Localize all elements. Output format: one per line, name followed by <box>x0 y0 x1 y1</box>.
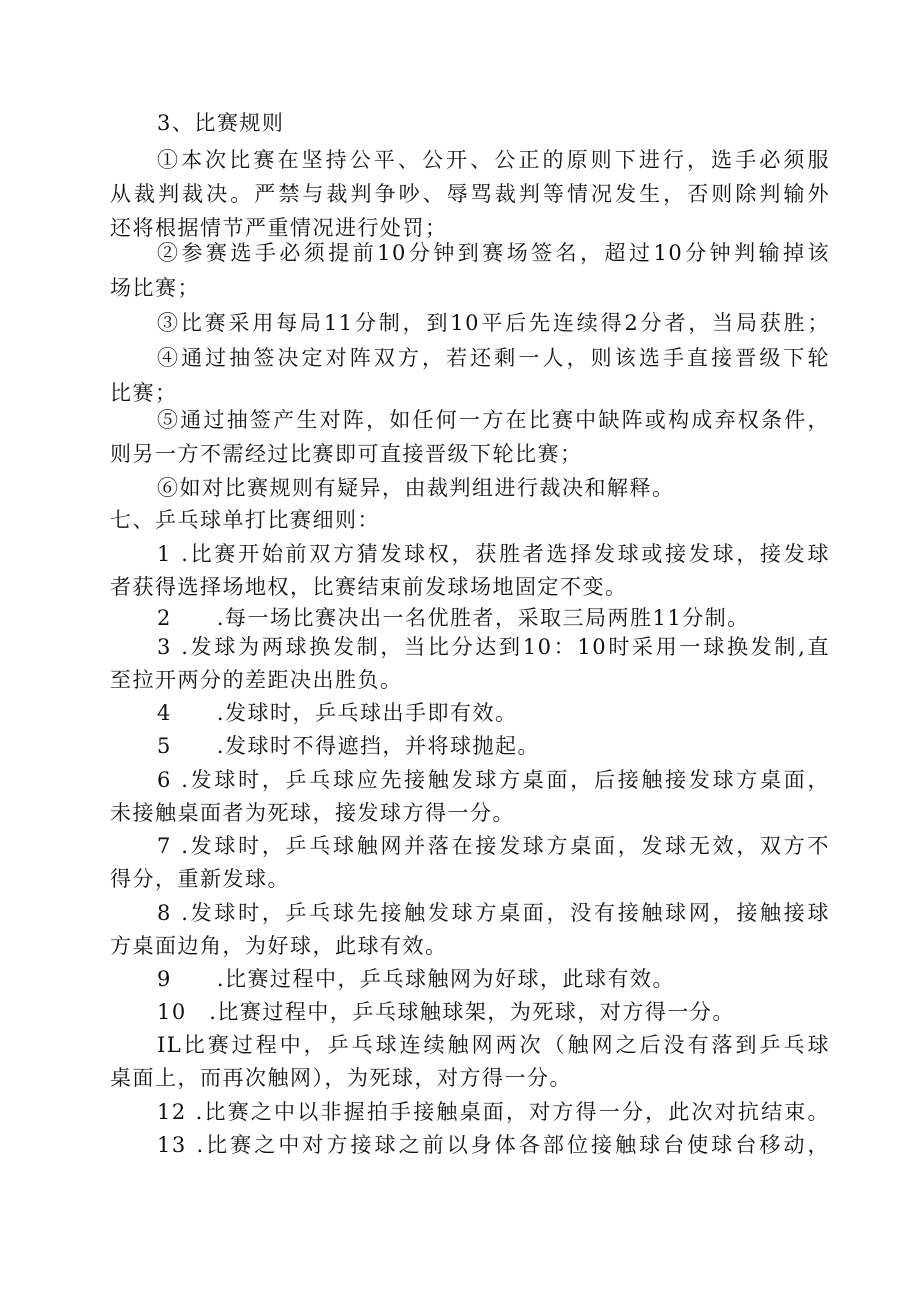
paragraph-line: 5 .发球时不得遮挡，并将球抛起。 <box>157 734 541 758</box>
paragraph-line: 7 .发球时，乒乓球触网并落在接发球方桌面，发球无效，双方不 <box>157 834 830 858</box>
paragraph-line: 得分，重新发球。 <box>110 867 290 891</box>
paragraph-line: 桌面上，而再次触网），为死球，对方得一分。 <box>110 1066 572 1090</box>
paragraph-line: ④通过抽签决定对阵双方，若还剩一人，则该选手直接晋级下轮 <box>157 346 830 370</box>
paragraph-line: 场比赛； <box>110 276 200 300</box>
paragraph-line: 4 .发球时，乒乓球出手即有效。 <box>157 701 518 725</box>
paragraph-line: 至拉开两分的差距决出胜负。 <box>110 668 403 692</box>
paragraph-line: 3、比赛规则 <box>157 111 285 135</box>
paragraph-line: 1 .比赛开始前双方猜发球权，获胜者选择发球或接发球，接发球 <box>157 542 830 566</box>
paragraph-line: 方桌面边角，为好球，此球有效。 <box>110 934 448 958</box>
paragraph-line: 则另一方不需经过比赛即可直接晋级下轮比赛； <box>110 442 583 466</box>
paragraph-line: 10 .比赛过程中，乒乓球触球架，为死球，对方得一分。 <box>157 1000 735 1024</box>
paragraph-line: ⑤通过抽签产生对阵，如任何一方在比赛中缺阵或构成弃权条件， <box>157 408 830 432</box>
paragraph-line: 比赛； <box>110 381 178 405</box>
paragraph-line: 者获得选择场地权，比赛结束前发球场地固定不变。 <box>110 575 628 599</box>
paragraph-line: 13 .比赛之中对方接球之前以身体各部位接触球台使球台移动， <box>157 1133 830 1157</box>
paragraph-line: 2 .每一场比赛决出一名优胜者，采取三局两胜11分制。 <box>157 606 750 630</box>
paragraph-line: 8 .发球时，乒乓球先接触发球方桌面，没有接触球网，接触接球 <box>157 901 830 925</box>
paragraph-line: 未接触桌面者为死球，接发球方得一分。 <box>110 801 515 825</box>
paragraph-line: ②参赛选手必须提前10分钟到赛场签名，超过10分钟判输掉该 <box>157 241 830 265</box>
paragraph-line: 从裁判裁决。严禁与裁判争吵、辱骂裁判等情况发生，否则除判输外 <box>110 182 830 206</box>
paragraph-line: ③比赛采用每局11分制，到10平后先连续得2分者，当局获胜； <box>157 311 830 335</box>
paragraph-line: 12 .比赛之中以非握拍手接触桌面，对方得一分，此次对抗结束。 <box>157 1100 830 1124</box>
paragraph-line: 3 .发球为两球换发制，当比分达到10：10时采用一球换发制,直 <box>157 635 830 659</box>
paragraph-line: 6 .发球时，乒乓球应先接触发球方桌面，后接触接发球方桌面， <box>157 768 830 792</box>
paragraph-line: IL比赛过程中，乒乓球连续触网两次（触网之后没有落到乒乓球 <box>157 1033 830 1057</box>
paragraph-line: 还将根据情节严重情况进行处罚； <box>110 216 448 240</box>
paragraph-line: ①本次比赛在坚持公平、公开、公正的原则下进行，选手必须服 <box>157 148 830 172</box>
section-heading: 七、乒乓球单打比赛细则： <box>110 508 380 532</box>
paragraph-line: ⑥如对比赛规则有疑异，由裁判组进行裁决和解释。 <box>157 476 675 500</box>
paragraph-line: 9 .比赛过程中，乒乓球触网为好球，此球有效。 <box>157 967 676 991</box>
